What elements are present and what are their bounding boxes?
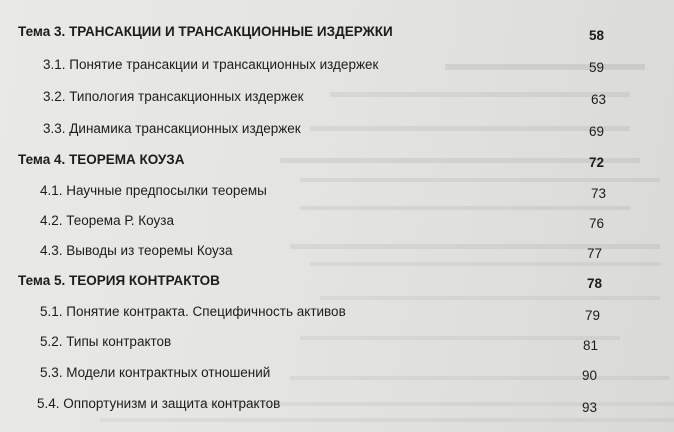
toc-entry-page: 90	[582, 368, 598, 383]
toc-entry-label: 4.2. Теорема Р. Коуза	[40, 213, 174, 228]
toc-entry-label: Тема 5. ТЕОРИЯ КОНТРАКТОВ	[18, 273, 220, 288]
toc-entry-page: 69	[589, 124, 605, 139]
toc-entry-label: 4.3. Выводы из теоремы Коуза	[40, 243, 233, 258]
toc-entry-page: 72	[589, 155, 605, 170]
toc-entry-label: 3.1. Понятие трансакции и трансакционных издержек	[43, 57, 379, 72]
toc-entry-page: 79	[585, 308, 601, 323]
toc-entry-label: Тема 3. ТРАНСАКЦИИ И ТРАНСАКЦИОННЫЕ ИЗДЕРЖКИ	[18, 24, 393, 39]
toc-entry-page: 77	[587, 246, 603, 261]
toc-entry-label: Тема 4. ТЕОРЕМА КОУЗА	[18, 152, 185, 167]
toc-entry-page: 58	[589, 28, 605, 43]
toc-entry-page: 76	[589, 216, 605, 231]
toc-entry-page: 73	[591, 186, 607, 201]
toc-entry-label: 5.3. Модели контрактных отношений	[40, 365, 271, 380]
toc-entry-page: 81	[583, 338, 599, 353]
toc-entry-page: 78	[587, 276, 603, 291]
toc-entry-page: 59	[589, 60, 605, 75]
toc-entry-label: 5.4. Оппортунизм и защита контрактов	[37, 396, 281, 411]
toc-entry-label: 3.2. Типология трансакционных издержек	[43, 89, 304, 104]
toc-entry-page: 93	[582, 400, 598, 415]
toc-entry-label: 3.3. Динамика трансакционных издержек	[43, 121, 301, 136]
toc-entry-page: 63	[591, 92, 607, 107]
toc-entry-label: 5.2. Типы контрактов	[40, 334, 172, 349]
toc-entry-label: 4.1. Научные предпосылки теоремы	[40, 183, 267, 198]
toc-entry-label: 5.1. Понятие контракта. Специфичность активов	[40, 304, 346, 319]
